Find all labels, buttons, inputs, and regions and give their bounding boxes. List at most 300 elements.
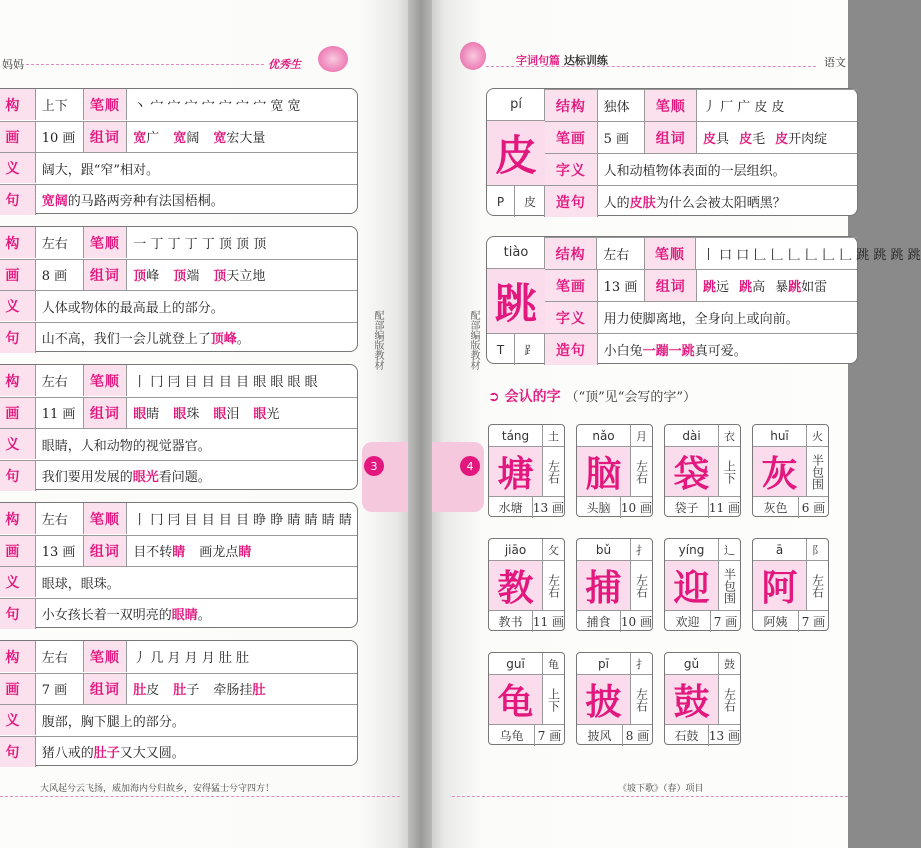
read-char-card <box>488 424 565 517</box>
read-structure: 上下 <box>722 459 737 484</box>
read-card-bottom <box>753 611 828 632</box>
sentence-rest: 看问题。 <box>158 470 211 485</box>
word-item <box>703 128 729 147</box>
word-highlight: 顶 <box>213 269 227 284</box>
read-word: 捕食 <box>577 611 621 632</box>
word-highlight: 睛 <box>172 545 186 560</box>
left-footer-text: 大风起兮云飞扬，威加海内兮归故乡，安得猛士兮守四方！ <box>40 784 275 794</box>
words-label: 组词 <box>83 260 127 290</box>
word-post: 具 <box>716 132 730 147</box>
read-strokes: 6 画 <box>801 501 826 515</box>
words-label: 组词 <box>644 122 696 153</box>
right-side-tab: 配部编版教材 <box>468 310 479 370</box>
strokes-value: 11 画 <box>35 398 83 428</box>
word-rest: 峰 <box>146 269 160 284</box>
read-card-mid <box>489 561 564 611</box>
read-word: 石鼓 <box>665 725 709 746</box>
strokes-value: 5 画 <box>597 122 645 153</box>
read-card-top <box>489 425 564 447</box>
read-pinyin: gǔ <box>665 653 719 674</box>
word-highlight: 肚 <box>133 683 147 698</box>
read-card-mid <box>577 447 652 497</box>
word-highlight: 皮 <box>703 132 717 147</box>
read-char-glyph: 脑 <box>577 447 631 496</box>
char-index <box>487 333 545 365</box>
read-char-card <box>576 424 653 517</box>
meaning-label: 义 <box>0 153 35 183</box>
word-item <box>703 276 729 295</box>
meaning-label: 字义 <box>545 302 597 333</box>
sentence-label: 句 <box>0 599 35 629</box>
order-label: 笔顺 <box>83 503 127 534</box>
word-list <box>696 122 857 153</box>
read-card-bottom <box>577 611 652 632</box>
read-card-top <box>489 539 564 561</box>
word-highlight: 宽 <box>133 131 147 146</box>
read-card-mid <box>577 675 652 725</box>
card-row <box>0 322 357 353</box>
stroke-order: 丿 几 月 月 月 肚 肚 <box>126 641 357 672</box>
read-pinyin: jiāo <box>489 539 543 560</box>
strokes-label: 笔画 <box>545 122 597 153</box>
char-glyph: 跳 <box>487 269 545 333</box>
char-card <box>0 364 358 490</box>
read-word: 教书 <box>489 611 533 632</box>
strokes-label: 笔画 <box>545 270 597 301</box>
right-page <box>432 0 921 848</box>
read-radical: 扌 <box>636 543 647 557</box>
word-pre: 暴 <box>775 280 789 295</box>
read-strokes: 8 画 <box>625 729 650 743</box>
structure-value: 独体 <box>597 90 645 121</box>
word-highlight: 皮 <box>775 132 789 147</box>
char-card <box>0 226 358 352</box>
word-item <box>213 127 265 146</box>
read-strokes: 7 画 <box>713 615 738 629</box>
word-rest: 子 <box>186 683 200 698</box>
section-bullet-icon: ➲ <box>488 389 500 405</box>
read-char-glyph: 龟 <box>489 675 543 724</box>
words-label: 组词 <box>83 674 127 704</box>
sentence-rest: 为什么会被太阳晒黑？ <box>655 196 786 211</box>
word-rest: 宏大量 <box>226 131 266 146</box>
strokes-label: 画 <box>0 674 35 704</box>
read-card-bottom <box>665 611 740 632</box>
read-structure: 半包围 <box>722 567 737 604</box>
read-card-top <box>753 539 828 561</box>
word-rest: 广 <box>146 131 160 146</box>
sentence-label: 造句 <box>545 186 597 217</box>
structure-value: 左右 <box>35 365 83 396</box>
word-list <box>126 122 357 152</box>
sentence-highlight: 顶峰 <box>210 332 237 347</box>
initial-letter: T <box>487 334 515 365</box>
right-header-line <box>486 66 816 67</box>
structure-label: 构 <box>0 641 35 672</box>
card-row <box>0 460 357 491</box>
read-structure: 左右 <box>634 459 649 484</box>
read-radical: 月 <box>636 429 647 443</box>
read-char-glyph: 袋 <box>665 447 719 496</box>
read-structure: 左右 <box>634 573 649 598</box>
word-highlight: 跳 <box>788 280 802 295</box>
meaning-text: 阔大，跟“窄”相对。 <box>35 153 357 183</box>
section-title <box>488 386 696 406</box>
card-row <box>0 673 357 704</box>
read-char-card <box>488 538 565 631</box>
read-strokes: 7 画 <box>537 729 562 743</box>
read-strokes: 10 画 <box>620 501 652 515</box>
read-card-bottom <box>577 497 652 518</box>
card-row <box>545 333 857 365</box>
meaning-label: 义 <box>0 705 35 735</box>
sentence-text <box>35 185 357 215</box>
word-item <box>739 276 765 295</box>
left-side-tab: 配部编版教材 <box>372 310 383 370</box>
order-label: 笔顺 <box>83 641 127 672</box>
words-label: 组词 <box>83 536 127 566</box>
sentence-highlight: 一蹦一跳 <box>642 344 695 359</box>
read-card-top <box>577 425 652 447</box>
initial-letter: P <box>487 186 515 217</box>
word-highlight: 眼 <box>173 407 187 422</box>
meaning-label: 义 <box>0 567 35 597</box>
read-card-mid <box>753 447 828 497</box>
word-item <box>133 265 159 284</box>
read-structure: 左右 <box>546 459 561 484</box>
card-row <box>545 121 857 153</box>
read-char-card <box>664 538 741 631</box>
structure-value: 左右 <box>596 238 643 269</box>
sentence-highlight: 眼睛 <box>171 608 198 623</box>
strokes-label: 画 <box>0 260 35 290</box>
right-footer-line <box>452 796 848 797</box>
left-page <box>0 0 410 848</box>
left-header-text: 妈妈 <box>2 58 24 71</box>
read-card-bottom <box>577 725 652 746</box>
read-pinyin: ā <box>753 539 807 560</box>
read-word: 披风 <box>577 725 623 746</box>
word-list <box>126 674 357 704</box>
meaning-text: 腹部，胸下腿上的部分。 <box>35 705 357 735</box>
read-radical: 阝 <box>812 543 823 557</box>
write-char-card <box>486 236 921 364</box>
meaning-text: 用力使脚离地，全身向上或向前。 <box>597 302 857 333</box>
word-highlight: 宽 <box>213 131 227 146</box>
char-glyph: 皮 <box>487 121 545 185</box>
meaning-text: 眼球，眼珠。 <box>35 567 357 597</box>
read-card-bottom <box>665 725 740 746</box>
read-strokes: 10 画 <box>620 615 652 629</box>
card-row <box>0 598 357 629</box>
sentence-rest: 。 <box>197 608 211 623</box>
strokes-value: 13 画 <box>597 270 645 301</box>
read-word: 灰色 <box>753 497 799 518</box>
card-row <box>0 259 357 290</box>
read-word: 乌龟 <box>489 725 535 746</box>
card-row <box>545 301 857 333</box>
card-row <box>0 152 357 183</box>
word-post: 高 <box>752 280 766 295</box>
read-card-bottom <box>489 611 564 632</box>
word-highlight: 眼 <box>213 407 227 422</box>
card-row <box>545 89 857 121</box>
sentence-label: 句 <box>0 185 35 215</box>
read-pinyin: guī <box>489 653 543 674</box>
sentence-text <box>597 186 857 217</box>
stroke-order: 丶 宀 宀 宀 宀 宀 宀 宀 宽 宽 <box>126 89 357 120</box>
strokes-value: 8 画 <box>35 260 83 290</box>
sentence-highlight: 肚子 <box>93 746 120 761</box>
word-highlight: 顶 <box>173 269 187 284</box>
word-post: 开肉绽 <box>788 132 828 147</box>
word-highlight: 眼 <box>253 407 267 422</box>
read-card-top <box>665 653 740 675</box>
structure-value: 左右 <box>35 227 83 258</box>
sentence-rest: 。 <box>236 332 250 347</box>
read-structure: 左右 <box>634 687 649 712</box>
sentence-highlight: 眼光 <box>132 470 159 485</box>
card-row <box>0 227 357 258</box>
read-card-top <box>577 539 652 561</box>
word-highlight: 睛 <box>238 545 252 560</box>
word-item <box>199 541 251 560</box>
read-radical: 龟 <box>548 657 559 671</box>
read-char-glyph: 迎 <box>665 561 719 610</box>
word-item <box>173 127 199 146</box>
read-pinyin: dài <box>665 425 719 446</box>
structure-label: 构 <box>0 89 35 120</box>
section-note: （“顶”见“会写的字”） <box>565 390 697 405</box>
sentence-pre: 我们要用发展的 <box>41 470 133 485</box>
write-char-card <box>486 88 858 216</box>
read-radical: 辶 <box>724 543 735 557</box>
meaning-label: 义 <box>0 429 35 459</box>
sentence-text <box>35 599 357 629</box>
left-page-number: 3 <box>364 456 384 476</box>
char-card <box>0 640 358 766</box>
card-row <box>545 185 857 217</box>
structure-value: 左右 <box>35 641 83 672</box>
word-highlight: 宽 <box>173 131 187 146</box>
strokes-value: 13 画 <box>35 536 83 566</box>
words-label: 组词 <box>83 398 127 428</box>
card-row <box>545 237 921 269</box>
sentence-label: 句 <box>0 461 35 491</box>
card-row <box>0 503 357 534</box>
card-row <box>0 397 357 428</box>
read-char-glyph: 教 <box>489 561 543 610</box>
sentence-pre: 山不高，我们一会儿就登上了 <box>41 332 211 347</box>
word-list <box>126 260 357 290</box>
strokes-label: 画 <box>0 536 35 566</box>
word-item <box>133 679 159 698</box>
read-char-card <box>576 652 653 745</box>
read-char-card <box>752 538 829 631</box>
read-card-mid <box>665 675 740 725</box>
sentence-text <box>597 334 857 365</box>
word-list <box>126 536 357 566</box>
read-card-top <box>665 425 740 447</box>
strokes-label: 画 <box>0 398 35 428</box>
read-card-mid <box>665 561 740 611</box>
card-row <box>0 365 357 396</box>
girl-mascot-icon <box>318 46 348 72</box>
word-highlight: 眼 <box>133 407 147 422</box>
word-highlight: 肚 <box>252 683 266 698</box>
left-footer-line <box>0 796 400 797</box>
sentence-highlight: 皮肤 <box>629 196 656 211</box>
word-item <box>173 265 199 284</box>
sentence-pre: 小女孩长着一双明亮的 <box>41 608 172 623</box>
structure-label: 构 <box>0 365 35 396</box>
word-highlight: 肚 <box>173 683 187 698</box>
word-list <box>696 270 857 301</box>
right-header-subject: 语文 <box>824 56 846 69</box>
read-card-top <box>665 539 740 561</box>
read-radical: 火 <box>812 429 823 443</box>
boy-mascot-icon <box>460 42 486 70</box>
order-label: 笔顺 <box>83 227 127 258</box>
word-highlight: 跳 <box>739 280 753 295</box>
right-page-number: 4 <box>460 456 480 476</box>
structure-label: 构 <box>0 227 35 258</box>
read-char-card <box>576 538 653 631</box>
card-row <box>0 290 357 321</box>
word-rest: 泪 <box>226 407 240 422</box>
word-item <box>775 128 827 147</box>
sentence-pre: 猪八戒的 <box>41 746 94 761</box>
read-word: 阿姨 <box>753 611 799 632</box>
word-rest: 端 <box>186 269 200 284</box>
read-strokes: 7 画 <box>801 615 826 629</box>
read-char-card <box>664 424 741 517</box>
read-card-mid <box>489 675 564 725</box>
read-radical: 土 <box>548 429 559 443</box>
word-item <box>213 679 265 698</box>
sentence-text <box>35 737 357 767</box>
word-highlight: 跳 <box>703 280 717 295</box>
read-card-bottom <box>489 725 564 746</box>
word-item <box>775 276 827 295</box>
card-row <box>0 535 357 566</box>
read-char-glyph: 塘 <box>489 447 543 496</box>
read-char-card <box>488 652 565 745</box>
read-char-glyph: 灰 <box>753 447 807 496</box>
read-card-mid <box>665 447 740 497</box>
word-item <box>173 679 199 698</box>
word-item <box>173 403 199 422</box>
stroke-order: 丿 厂 广 皮 皮 <box>696 90 857 121</box>
read-card-top <box>489 653 564 675</box>
meaning-text: 人和动植物体表面的一层组织。 <box>597 154 857 185</box>
right-footer-text: 《坡下歌》（春）项目 <box>618 784 704 794</box>
sentence-label: 造句 <box>545 334 597 365</box>
order-label: 笔顺 <box>83 365 127 396</box>
card-row <box>0 736 357 767</box>
read-structure: 左右 <box>546 573 561 598</box>
read-structure: 左右 <box>722 687 737 712</box>
read-word: 欢迎 <box>665 611 711 632</box>
meaning-label: 义 <box>0 291 35 321</box>
read-word: 袋子 <box>665 497 709 518</box>
card-row <box>545 153 857 185</box>
read-pinyin: nǎo <box>577 425 631 446</box>
strokes-label: 画 <box>0 122 35 152</box>
read-card-bottom <box>665 497 740 518</box>
read-strokes: 13 画 <box>532 501 564 515</box>
word-highlight: 顶 <box>133 269 147 284</box>
structure-label: 构 <box>0 503 35 534</box>
meaning-text: 人体或物体的最高最上的部分。 <box>35 291 357 321</box>
sentence-rest: 真可爱。 <box>694 344 747 359</box>
order-label: 笔顺 <box>644 238 695 269</box>
read-pinyin: huī <box>753 425 807 446</box>
read-card-bottom <box>753 497 828 518</box>
read-radical: 扌 <box>636 657 647 671</box>
word-item <box>133 127 159 146</box>
right-page-tab <box>432 442 484 512</box>
word-item <box>253 403 279 422</box>
read-strokes: 13 画 <box>708 729 740 743</box>
read-word: 头脑 <box>577 497 621 518</box>
read-card-mid <box>753 561 828 611</box>
sentence-pre: 小白兔 <box>603 344 643 359</box>
card-row <box>545 269 857 301</box>
read-strokes: 11 画 <box>708 501 740 515</box>
word-rest: 天立地 <box>226 269 266 284</box>
char-card <box>0 88 358 214</box>
card-row <box>0 89 357 120</box>
book-gutter <box>408 0 434 848</box>
char-column <box>487 237 545 365</box>
stroke-order: 丨 冂 冃 目 目 目 目 眼 眼 眼 眼 <box>126 365 357 396</box>
read-structure: 左右 <box>810 573 825 598</box>
sentence-rest: 又大又圆。 <box>119 746 185 761</box>
stroke-order: 丨 冂 冃 目 目 目 目 睁 睁 睛 睛 睛 睛 <box>126 503 357 534</box>
card-row <box>0 184 357 215</box>
card-row <box>0 428 357 459</box>
word-item <box>213 265 265 284</box>
radical: 皮 <box>523 195 536 209</box>
word-highlight: 皮 <box>739 132 753 147</box>
word-pre: 牵肠挂 <box>213 683 253 698</box>
word-rest: 阔 <box>186 131 200 146</box>
read-card-top <box>753 425 828 447</box>
word-pre: 画龙点 <box>199 545 239 560</box>
word-item <box>133 403 159 422</box>
section-title-text: 会认的字 <box>504 389 561 405</box>
read-char-glyph: 阿 <box>753 561 807 610</box>
word-post: 毛 <box>752 132 766 147</box>
char-pinyin: pí <box>487 89 545 121</box>
structure-label: 结构 <box>545 238 596 269</box>
left-page-tab <box>362 442 410 512</box>
read-char-glyph: 鼓 <box>665 675 719 724</box>
meaning-text: 眼睛，人和动物的视觉器官。 <box>35 429 357 459</box>
left-header-line <box>26 64 264 65</box>
word-rest: 皮 <box>146 683 160 698</box>
card-row <box>0 566 357 597</box>
sentence-pre: 人的 <box>603 196 630 211</box>
sentence-highlight: 宽阔 <box>41 194 68 209</box>
strokes-value: 7 画 <box>35 674 83 704</box>
read-char-glyph: 捕 <box>577 561 631 610</box>
read-structure: 半包围 <box>810 453 825 490</box>
read-card-bottom <box>489 497 564 518</box>
read-word: 水塘 <box>489 497 533 518</box>
strokes-value: 10 画 <box>35 122 83 152</box>
